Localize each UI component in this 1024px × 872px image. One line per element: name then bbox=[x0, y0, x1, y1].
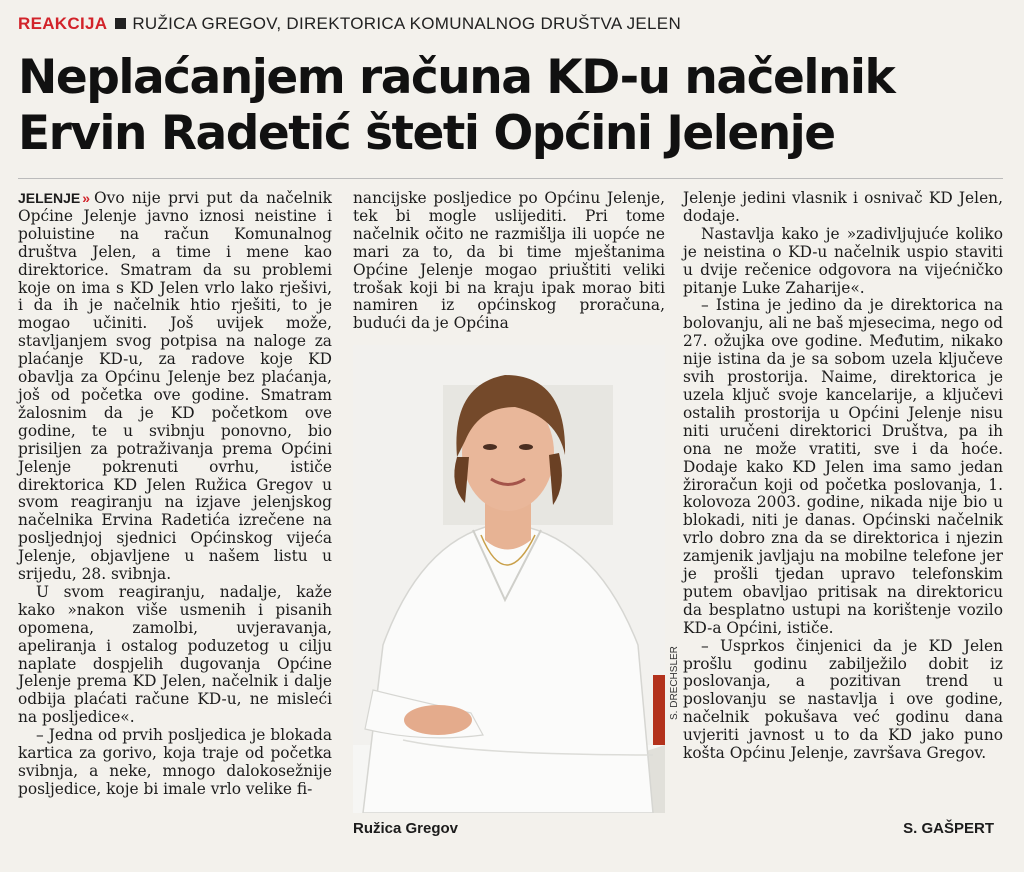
photo-credit: S. DRECHSLER bbox=[669, 646, 680, 720]
section-tag: REAKCIJA bbox=[18, 14, 108, 33]
dateline-text: JELENJE bbox=[18, 190, 81, 206]
paragraph: – Usprkos činjenici da je KD Jelen prošlu godinu zabilježilo dobit iz poslovanja, a pozitivan trend u poslovanju se nastavlja i ove godine, načelnik pokušava već godinu dana uvjeriti javnost u to da KD jako puno košta Općinu Jelenje, završava Gregov. bbox=[683, 636, 1003, 763]
paragraph-text: Ovo nije prvi put da načelnik Općine Jelenje javno iznosi neistine i poluistine na račun Komunalnog društva Jelen, a time i mene kao direktorice. Smatram da su problemi koje on ima s KD Jelen vrlo lako rješivi, i da ih je načelnik htio rješiti, to je mogao učiniti. Još uvijek može, stavljanjem svog potpisa na naloge za plaćanje KD-u, za radove koje KD obavlja za Općinu Jelenje bez plaćanja, još od početka ove godine. Smatram žalosnim da je KD početkom ove godine, te u svibnju ponovno, bio prisiljen za potraživanja prema Općini Jelenje pokrenuti ovrhu, ističe direktorica KD Jelen Ružica Gregov u svom reagiranju na izjave jelenjskog načelnika Ervina Radetića izrečene na posljednjoj sjednici Općinskog vijeća Jelenje, objavljene u našem listu u srijedu, 28. svibnja. bbox=[18, 189, 332, 584]
double-chevron-icon: » bbox=[82, 190, 91, 206]
author-byline: S. GAŠPERT bbox=[903, 820, 994, 837]
article-column-1 bbox=[18, 190, 332, 799]
article-column-2 bbox=[353, 190, 665, 333]
article-column-3 bbox=[683, 190, 1003, 763]
paragraph: Jelenje jedini vlasnik i osnivač KD Jelen, dodaje. bbox=[683, 189, 1003, 225]
portrait-photo bbox=[353, 345, 665, 813]
paragraph bbox=[18, 190, 332, 584]
portrait-illustration bbox=[353, 345, 665, 813]
photo-caption: Ružica Gregov bbox=[353, 820, 459, 837]
square-bullet-icon bbox=[115, 18, 126, 29]
paragraph: – Istina je jedino da je direktorica na bolovanju, ali ne baš mjesecima, nego od 27. ožujka ove godine. Međutim, nikako nije istina da je sa sobom uzela ključeve svih prostorija. Naime, direktorica je uzela ključ svoje kancelarije, a ključevi ostalih prostorija u Općini Jelenje nisu niti uručeni direktorici Društva, pa ih ona ne može vratiti, sve i da hoće. Dodaje kako KD Jelen ima samo jedan žiroračun koji od početka poslovanja, 1. kolovoza 2003. godine, nikada nije bio u blokadi, niti je danas. Općinski načelnik vrlo dobro zna da se direktorica i njezin zamjenik javljaju na mobilne telefone jer je prošli tjedan upravo telefonskim putem obavljao pritisak na direktoricu da besplatno ustupi na korištenje vozilo KD-a Općini, ističe. bbox=[683, 296, 1003, 637]
dateline bbox=[18, 190, 94, 206]
paragraph: Nastavlja kako je »zadivljujuće koliko je neistina o KD-u načelnik uspio staviti u dvije rečenice odgovora na vijećničko pitanje Luke Zaharije«. bbox=[683, 224, 1003, 297]
kicker bbox=[18, 14, 681, 34]
paragraph: nancijske posljedice po Općinu Jelenje, tek bi mogle uslijediti. Pri tome načelnik očito ne razmišlja ili uopće ne mari za to, da bi time mještanima Općine Jelenje mogao priuštiti veliki trošak koji bi na kraju ipak morao biti namiren iz općinskog proračuna, budući da je Općina bbox=[353, 189, 665, 333]
kicker-subject: RUŽICA GREGOV, DIREKTORICA KOMUNALNOG DRUŠTVA JELEN bbox=[132, 14, 682, 33]
paragraph: – Jedna od prvih posljedica je blokada kartica za gorivo, koja traje od početka svibnja, a neke, mnogo dalokosežnije posljedice, koje bi imale vrlo velike fi- bbox=[18, 726, 332, 798]
headline: Neplaćanjem računa KD-u načelnik Ervin Radetić šteti Općini Jelenje bbox=[18, 50, 895, 161]
paragraph: U svom reagiranju, nadalje, kaže kako »nakon više usmenih i pisanih opomena, zamolbi, uvjeravanja, apeliranja i ostalog poduzetog u cilju naplate dospjelih dugovanja Općine Jelenje prema KD Jelen, načelnik i dalje odbija plaćati račune KD-u, ne misleći na posljedice«. bbox=[18, 582, 332, 727]
divider bbox=[18, 178, 1003, 179]
